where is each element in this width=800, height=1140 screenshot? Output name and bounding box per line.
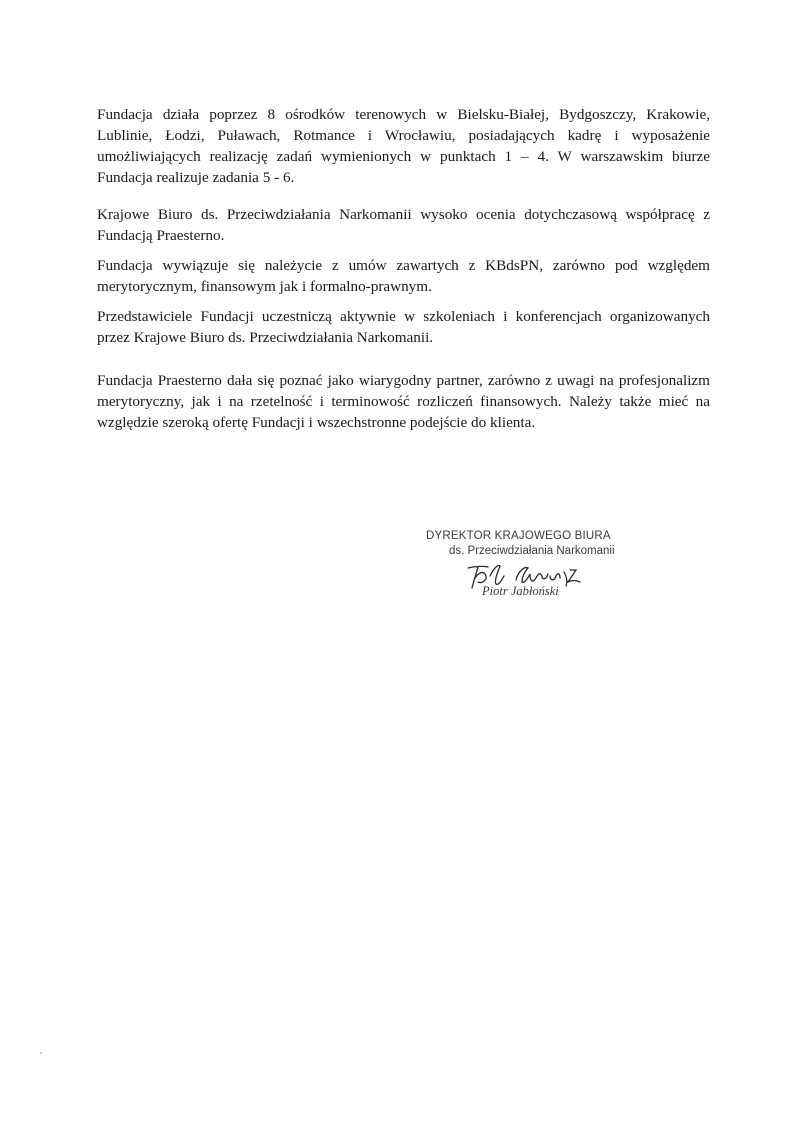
stamp-name: Piotr Jabłoński [482, 584, 559, 598]
stamp-subtitle: ds. Przeciwdziałania Narkomanii [449, 545, 615, 557]
paragraph-cooperation: Krajowe Biuro ds. Przeciwdziałania Narkomanii wysoko ocenia dotychczasową współpracę z Fundacją Praesterno. [97, 206, 710, 244]
stamp-title: DYREKTOR KRAJOWEGO BIURA [426, 530, 611, 542]
paragraph-contracts: Fundacja wywiązuje się należycie z umów zawartych z KBdsPN, zarówno pod względem merytorycznym, finansowym jak i formalno-prawnym. [97, 257, 710, 295]
paragraph-branches: Fundacja działa poprzez 8 ośrodków terenowych w Bielsku-Białej, Bydgoszczy, Krakowie, Lublinie, Łodzi, Puławach, Rotmance i Wrocławiu, posiadających kadrę i wyposażenie umożliwiających realizację zadań wymienionych w punktach 1 – 4. W warszawskim biurze Fundacja realizuje zadania 5 - 6. [97, 106, 710, 186]
paragraph-trainings: Przedstawiciele Fundacji uczestniczą aktywnie w szkoleniach i konferencjach organizowanych przez Krajowe Biuro ds. Przeciwdziałania Narkomanii. [97, 308, 710, 346]
paragraph-partner: Fundacja Praesterno dała się poznać jako wiarygodny partner, zarówno z uwagi na profesjonalizm merytoryczny, jak i na rzetelność i terminowość rozliczeń finansowych. Należy także mieć na względzie szeroką ofertę Fundacji i wszechstronne podejście do klienta. [97, 372, 710, 431]
scan-speck [40, 1052, 42, 1054]
signature-stamp [420, 530, 640, 610]
